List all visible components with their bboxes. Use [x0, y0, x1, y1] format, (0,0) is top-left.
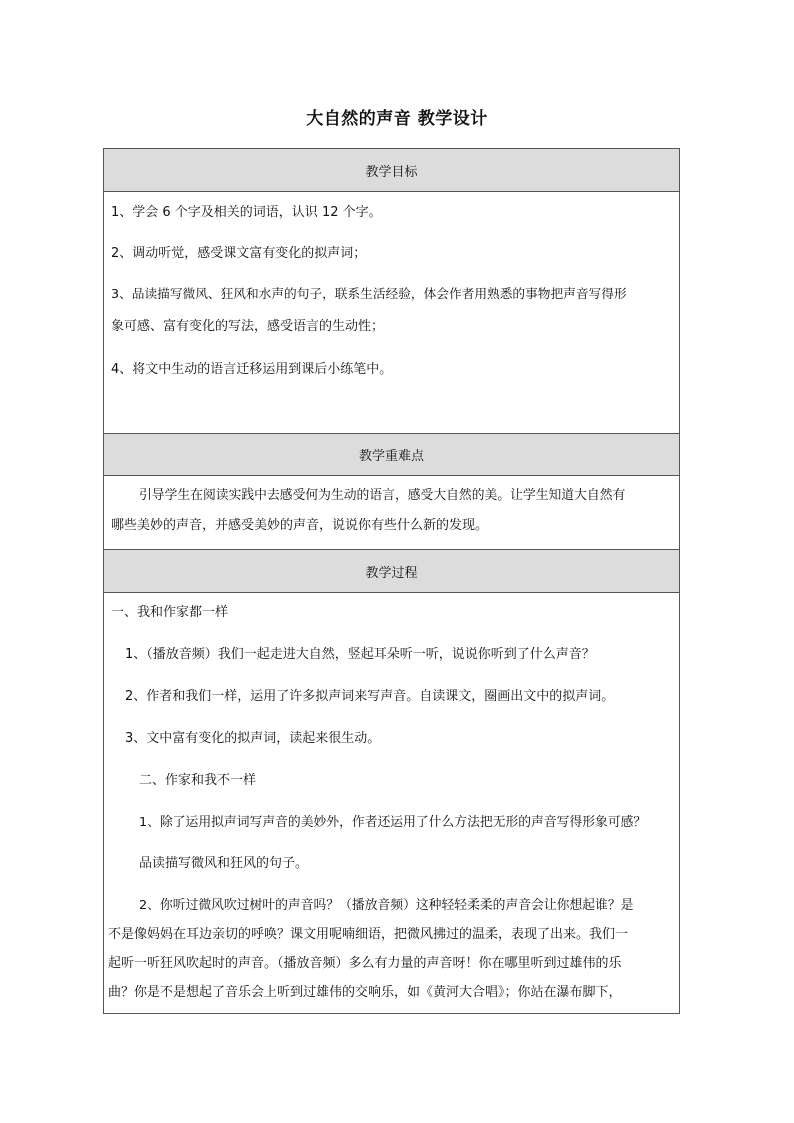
- keypoints-line-1: 引导学生在阅读实践中去感受何为生动的语言，感受大自然的美。让学生知道大自然有: [139, 488, 626, 503]
- goal-item-2: 2、调动听觉，感受课文富有变化的拟声词；: [111, 246, 367, 261]
- keypoints-section: [104, 476, 679, 550]
- process-section: [104, 593, 679, 1013]
- goal-item-4: 4、将文中生动的语言迁移运用到课后小练笔中。: [111, 362, 393, 377]
- keypoints-header: 教学重难点: [104, 434, 679, 476]
- process-step-2-2-line-4: 曲？你是不是想起了音乐会上听到过雄伟的交响乐，如《黄河大合唱》；你站在瀑布脚下，: [108, 985, 622, 1000]
- process-step-2: 2、作者和我们一样，运用了许多拟声词来写声音。自读课文，圈画出文中的拟声词。: [125, 689, 615, 704]
- process-step-2-1-note: 品读描写微风和狂风的句子。: [139, 856, 309, 871]
- process-step-2-2-line-2: 不是像妈妈在耳边亲切的呼唤？课文用呢喃细语，把微风拂过的温柔，表现了出来。我们一: [108, 927, 629, 942]
- keypoints-line-2: 哪些美妙的声音，并感受美妙的声音，说说你有些什么新的发现。: [111, 518, 489, 533]
- goals-header: 教学目标: [104, 149, 679, 192]
- process-step-1: 1、（播放音频）我们一起走进大自然，竖起耳朵听一听，说说你听到了什么声音？: [125, 647, 595, 662]
- goal-item-3: 3、品读描写微风、狂风和水声的句子，联系生活经验，体会作者用熟悉的事物把声音写得形: [111, 286, 627, 301]
- process-step-2-2-line-1: 2、你听过微风吹过树叶的声音吗？（播放音频）这种轻轻柔柔的声音会让你想起谁？是: [139, 898, 634, 913]
- process-section-heading-1: 一、我和作家都一样: [111, 605, 229, 620]
- process-step-2-1: 1、除了运用拟声词写声音的美妙外，作者还运用了什么方法把无形的声音写得形象可感？: [139, 815, 647, 830]
- process-step-3: 3、文中富有变化的拟声词，读起来很生动。: [125, 731, 381, 746]
- goal-item-3-cont: 象可感、富有变化的写法，感受语言的生动性；: [111, 319, 385, 334]
- process-header: 教学过程: [104, 550, 679, 593]
- process-step-2-2-line-3: 起听一听狂风吹起时的声音。（播放音频）多么有力量的声音呀！你在哪里听到过雄伟的乐: [108, 956, 622, 971]
- document-title: 大自然的声音 教学设计: [306, 109, 488, 129]
- lesson-plan-table: [103, 148, 680, 1014]
- goal-item-1: 1、学会 6 个字及相关的词语，认识 12 个字。: [111, 205, 382, 220]
- process-section-heading-2: 二、作家和我不一样: [139, 773, 257, 788]
- goals-section: [104, 192, 679, 434]
